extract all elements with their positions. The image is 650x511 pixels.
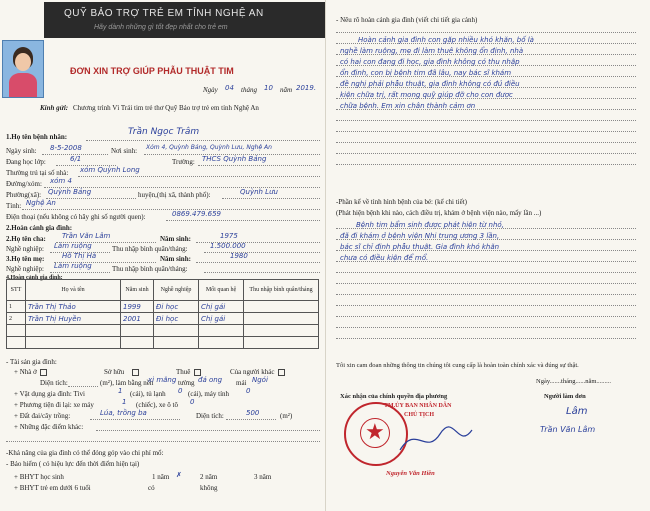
table-cell: 1 bbox=[7, 301, 26, 313]
table-cell: Trần Thị Huyền bbox=[26, 313, 121, 325]
table-cell bbox=[199, 337, 244, 349]
province-label: Tỉnh: bbox=[6, 202, 22, 210]
reason-line: Hoàn cảnh gia đình con gặp nhiều khó khăn, bố là bbox=[358, 36, 534, 44]
ins-3-year: 3 năm bbox=[254, 473, 272, 481]
phone-label: Điện thoại (nếu không có hãy ghi số người quen): bbox=[6, 213, 146, 221]
dob-value: 8-5-2008 bbox=[50, 144, 82, 152]
goods-tv: 1 bbox=[118, 387, 123, 395]
applicant-signature: Lâm bbox=[566, 406, 588, 417]
other-owner-label: Của người khác bbox=[230, 368, 275, 376]
date-month: 10 bbox=[264, 84, 273, 92]
org-name: QUỸ BẢO TRỢ TRẺ EM TỈNH NGHỆ AN bbox=[64, 8, 264, 19]
table-header: Thu nhập bình quân/tháng bbox=[244, 280, 319, 301]
vehicle-car: 0 bbox=[190, 398, 195, 406]
vehicle-moto: 1 bbox=[122, 398, 127, 406]
table-cell: 2001 bbox=[121, 313, 154, 325]
wall-value: đá ong bbox=[198, 376, 223, 384]
table-cell: Trần Thị Thảo bbox=[26, 301, 121, 313]
table-row bbox=[7, 337, 319, 349]
mother-income-label: Thu nhập bình quân/tháng: bbox=[112, 265, 188, 273]
table-cell bbox=[244, 337, 319, 349]
ward-label: Phường(xã): bbox=[6, 191, 42, 199]
assets-label: - Tài sản gia đình: bbox=[6, 358, 57, 366]
roof-value: Ngói bbox=[252, 376, 268, 384]
table-cell: Chị gái bbox=[199, 313, 244, 325]
table-cell: 1999 bbox=[121, 301, 154, 313]
reason-line: kiện chữa trị, rất mong quỹ giúp đỡ cho con được bbox=[340, 91, 513, 99]
father-label: 2.Họ tên cha: bbox=[6, 235, 46, 243]
table-row bbox=[7, 325, 319, 337]
table-cell bbox=[7, 337, 26, 349]
ins-student-label: + BHYT học sinh bbox=[14, 473, 64, 481]
patient-name-label: 1.Họ tên bệnh nhân: bbox=[6, 133, 68, 141]
wall-label: tường bbox=[178, 379, 195, 387]
mother-name: Hồ Thị Hà bbox=[62, 252, 97, 260]
pob-value: Xóm 4, Quỳnh Bảng, Quỳnh Lưu, Nghệ An bbox=[146, 144, 272, 151]
province-value: Nghệ An bbox=[26, 199, 56, 207]
goods-fridge-label: (cái), tủ lạnh bbox=[130, 390, 166, 398]
house-label: + Nhà ở bbox=[14, 368, 37, 376]
father-income-label: Thu nhập bình quân/tháng: bbox=[112, 245, 188, 253]
commitment-text: Tôi xin cam đoan những thông tin chúng tôi cung cấp là hoàn toàn chính xác và đúng sự thật. bbox=[336, 362, 579, 369]
applicant-title: Người làm đơn bbox=[544, 393, 586, 400]
reason-line: chữa bệnh. Em xin chân thành cảm ơn bbox=[340, 102, 476, 110]
illness-note: (Phát hiện bệnh khi nào, cách điều trị, khám ở bệnh viện nào, mấy lần ...) bbox=[336, 209, 542, 217]
goods-other-label: (cái), máy tính bbox=[188, 390, 230, 398]
mother-year-label: Năm sinh: bbox=[160, 255, 191, 263]
father-job: Làm ruộng bbox=[54, 242, 92, 250]
family-members-table bbox=[6, 279, 319, 349]
date-label: Ngày bbox=[203, 86, 218, 94]
table-cell: Đi học bbox=[154, 301, 199, 313]
illness-line: chưa có điều kiện để mổ. bbox=[340, 254, 429, 262]
form-title: ĐƠN XIN TRỢ GIÚP PHẪU THUẬT TIM bbox=[70, 66, 234, 76]
land-unit: (m²) bbox=[280, 412, 293, 420]
father-name: Trần Văn Lâm bbox=[62, 232, 111, 240]
reason-line: ổn định, con bị bệnh tim đã lâu, nay bác sĩ khám bbox=[340, 69, 512, 77]
mother-year: 1980 bbox=[230, 252, 248, 260]
table-cell bbox=[121, 337, 154, 349]
illness-line: bác sĩ chỉ định phẫu thuật. Gia đình khó khăn bbox=[340, 243, 500, 251]
school-label: Trường: bbox=[172, 158, 195, 166]
phone-value: 0869.479.659 bbox=[172, 210, 221, 218]
date-year-label: năm bbox=[280, 86, 293, 94]
sign-date: Ngày.......tháng......năm......... bbox=[536, 378, 612, 385]
mother-job-label: Nghề nghiệp: bbox=[6, 265, 44, 273]
land-label: + Đất đai/cây trồng: bbox=[14, 412, 71, 420]
table-header: Họ và tên bbox=[26, 280, 121, 301]
reason-line: đề nghị phải phẫu thuật, gia đình không có đủ điều bbox=[340, 80, 520, 88]
vehicle-car-label: (chiếc), xe ô tô bbox=[136, 401, 178, 409]
floor-value: xi măng bbox=[148, 376, 177, 384]
insurance-label: - Bảo hiểm ( có hiệu lực đến thời điểm hiện tại) bbox=[6, 460, 140, 468]
date-day: 04 bbox=[225, 84, 234, 92]
special-label: + Những đặc điểm khác: bbox=[14, 423, 84, 431]
patient-name: Trần Ngọc Trâm bbox=[128, 127, 200, 137]
table-cell bbox=[244, 325, 319, 337]
area-unit: (m²), làm bằng nền bbox=[100, 379, 154, 387]
reason-label: - Nêu rõ hoàn cảnh gia đình (viết chi tiết gia cảnh) bbox=[336, 16, 478, 24]
own-label: Sở hữu bbox=[104, 368, 125, 376]
recipient-text: Chương trình Vì Trái tim trẻ thơ Quỹ Bảo trợ trẻ em tỉnh Nghệ An bbox=[73, 104, 259, 112]
table-cell: 2 bbox=[7, 313, 26, 325]
illness-line: Bệnh tim bẩm sinh được phát hiện từ nhỏ, bbox=[356, 221, 504, 229]
goods-other: 0 bbox=[246, 387, 251, 395]
district-label: huyện,(thị xã, thành phố): bbox=[138, 191, 211, 199]
roof-label: mái bbox=[236, 379, 247, 387]
table-header: Nghề nghiệp bbox=[154, 280, 199, 301]
form-header bbox=[44, 2, 325, 38]
table-cell bbox=[121, 325, 154, 337]
ins-2-year: 2 năm bbox=[200, 473, 218, 481]
ward-value: Quỳnh Bảng bbox=[48, 188, 92, 196]
illness-line: đã đi khám ở bệnh viện Nhi trung ương 3 lần, bbox=[340, 232, 500, 240]
table-cell: Đi học bbox=[154, 313, 199, 325]
street-label: Đường/xóm: bbox=[6, 180, 42, 188]
reason-line: nghề làm ruộng, mẹ đi làm thuê không ổn định, nhà bbox=[340, 47, 524, 55]
date-year: 2019. bbox=[296, 84, 317, 92]
land-area-label: Diện tích: bbox=[196, 412, 224, 420]
family-section-label: 2.Hoàn cảnh gia đình: bbox=[6, 224, 73, 232]
official-signature bbox=[396, 420, 476, 460]
father-job-label: Nghề nghiệp: bbox=[6, 245, 44, 253]
pob-label: Nơi sinh: bbox=[111, 147, 138, 155]
ins-no: không bbox=[200, 484, 218, 492]
applicant-name: Trần Văn Lâm bbox=[540, 425, 596, 434]
school-value: THCS Quỳnh Bảng bbox=[202, 155, 267, 163]
table-header: Năm sinh bbox=[121, 280, 154, 301]
land-area: 500 bbox=[246, 409, 260, 417]
table-header: Mối quan hệ bbox=[199, 280, 244, 301]
official-name: Nguyễn Văn Hiền bbox=[386, 470, 435, 477]
table-row bbox=[7, 301, 319, 313]
goods-fridge: 0 bbox=[178, 387, 183, 395]
patient-photo bbox=[2, 40, 44, 98]
street-value: xóm 4 bbox=[50, 177, 72, 185]
table-header: STT bbox=[7, 280, 26, 301]
illness-label: -Phần kể về tình hình bệnh của bé: (kể chi tiết) bbox=[336, 198, 468, 206]
table-cell bbox=[154, 325, 199, 337]
ins-child-label: + BHYT trẻ em dưới 6 tuổi bbox=[14, 484, 91, 492]
recipient-label: Kính gửi: bbox=[40, 104, 69, 112]
mother-label: 3.Họ tên mẹ: bbox=[6, 255, 45, 263]
table-cell bbox=[199, 325, 244, 337]
district-value: Quỳnh Lưu bbox=[240, 188, 278, 196]
org-slogan: Hãy dành những gì tốt đẹp nhất cho trẻ em bbox=[94, 24, 228, 31]
table-cell: Chị gái bbox=[199, 301, 244, 313]
official-stamp: ★ bbox=[344, 402, 408, 466]
ins-yes: có bbox=[148, 484, 155, 492]
father-year: 1975 bbox=[220, 232, 238, 240]
goods-label: + Vật dụng gia đình: Tivi bbox=[14, 390, 85, 398]
rent-label: Thuê bbox=[176, 368, 191, 376]
table-cell bbox=[7, 325, 26, 337]
family-situation-label: 4.Hoàn cảnh gia đình: bbox=[6, 275, 63, 281]
form-page-right bbox=[325, 0, 650, 511]
support-label: -Khả năng của gia đình có thể đóng góp vào chi phí mổ: bbox=[6, 449, 164, 457]
local-authority-title: Xác nhận của chính quyền địa phương bbox=[340, 393, 448, 400]
table-cell bbox=[26, 325, 121, 337]
reason-line: có hai con đang đi học, gia đình không có thu nhập bbox=[340, 58, 520, 66]
stamp-line-2: CHỦ TỊCH bbox=[404, 412, 435, 418]
grade-label: Đang học lớp: bbox=[6, 158, 46, 166]
stamp-line-1: TM.ỦY BAN NHÂN DÂN bbox=[384, 403, 452, 409]
grade-value: 6/1 bbox=[70, 155, 82, 163]
father-year-label: Năm sinh: bbox=[160, 235, 191, 243]
ins-1-year: 1 năm bbox=[152, 473, 170, 481]
table-cell bbox=[154, 337, 199, 349]
table-cell bbox=[244, 301, 319, 313]
form-page-left: QUỸ BẢO TRỢ TRẺ EM TỈNH NGHỆ AN Hãy dành những gì tốt đẹp nhất cho trẻ em ĐƠN XIN TRỢ GIÚP PHẪU THUẬT TIM Ngày 04 tháng 10 năm 2019. Kính gửi: Chương trình Vì Trái tim trẻ thơ Quỹ Bảo trợ trẻ em tỉnh Nghệ An 1.Họ tên bệnh nhân: Trần Ngọc Trâm Ngày sinh: 8-5-2008 Nơi sinh: Xóm 4, Quỳnh Bảng, Quỳnh Lưu, Nghệ An Đang học lớp: 6/1 Trường: THCS Quỳnh Bảng Thường trú tại số nhà: xóm Quỳnh Long Đường/xóm: xóm 4 Phường(xã): Quỳnh Bảng huyện,(thị xã, thành phố): Quỳnh Lưu Tỉnh: Nghệ An Điện thoại (nếu không có hãy ghi số người quen): 0869.479.659 2.Hoàn cảnh gia đình: 2.Họ tên cha: Trần Văn Lâm Năm sinh: 1975 Nghề nghiệp: Làm ruộng Thu nhập bình quân/tháng: 1.500.000 3.Họ tên mẹ: Hồ Thị Hà Năm sinh: 1980 Nghề nghiệp: Làm ruộng Thu nhập bình quân/tháng: 4.Hoàn cảnh gia đình: STT Họ và tên Năm sinh Nghề nghiệp Mối quan hệ Thu nhập bình quân/tháng 1 Trần Thị Thảo 1999 Đi học Chị gái 2 Trần Thị Huyền 2001 Đi học Chị gái - Tài sản gia đình: + Nhà ở Sở hữu Thuê Của người khác Diện tích: (m²), làm bằng nền xi măng tường đá ong mái Ngói + Vật dụng gia đình: Tivi 1 (cái), tủ lạnh 0 (cái), máy tính 0 + Phương tiện đi lại: xe máy 1 (chiếc), xe ô tô 0 + Đất đai/cây trồng: Lúa, trồng ba Diện tích: 500 (m²) + Những đặc điểm khác: -Khả năng của gia đình có thể đóng góp vào chi phí mổ: - Bảo hiểm ( có hiệu lực đến thời điểm hiện tại) + BHYT học sinh + BHYT trẻ em dưới 6 tuổi 1 năm ✗ có 2 năm không 3 năm bbox=[0, 0, 325, 511]
mother-job: Làm ruộng bbox=[54, 262, 92, 270]
address-label: Thường trú tại số nhà: bbox=[6, 169, 69, 177]
table-cell bbox=[244, 313, 319, 325]
dob-label: Ngày sinh: bbox=[6, 147, 37, 155]
father-income: 1.500.000 bbox=[210, 242, 246, 250]
table-row bbox=[7, 313, 319, 325]
address-no: xóm Quỳnh Long bbox=[80, 166, 140, 174]
land-value: Lúa, trồng ba bbox=[100, 409, 147, 417]
area-label: Diện tích: bbox=[40, 379, 68, 387]
date-month-label: tháng bbox=[241, 86, 257, 94]
table-cell bbox=[26, 337, 121, 349]
vehicle-label: + Phương tiện đi lại: xe máy bbox=[14, 401, 94, 409]
